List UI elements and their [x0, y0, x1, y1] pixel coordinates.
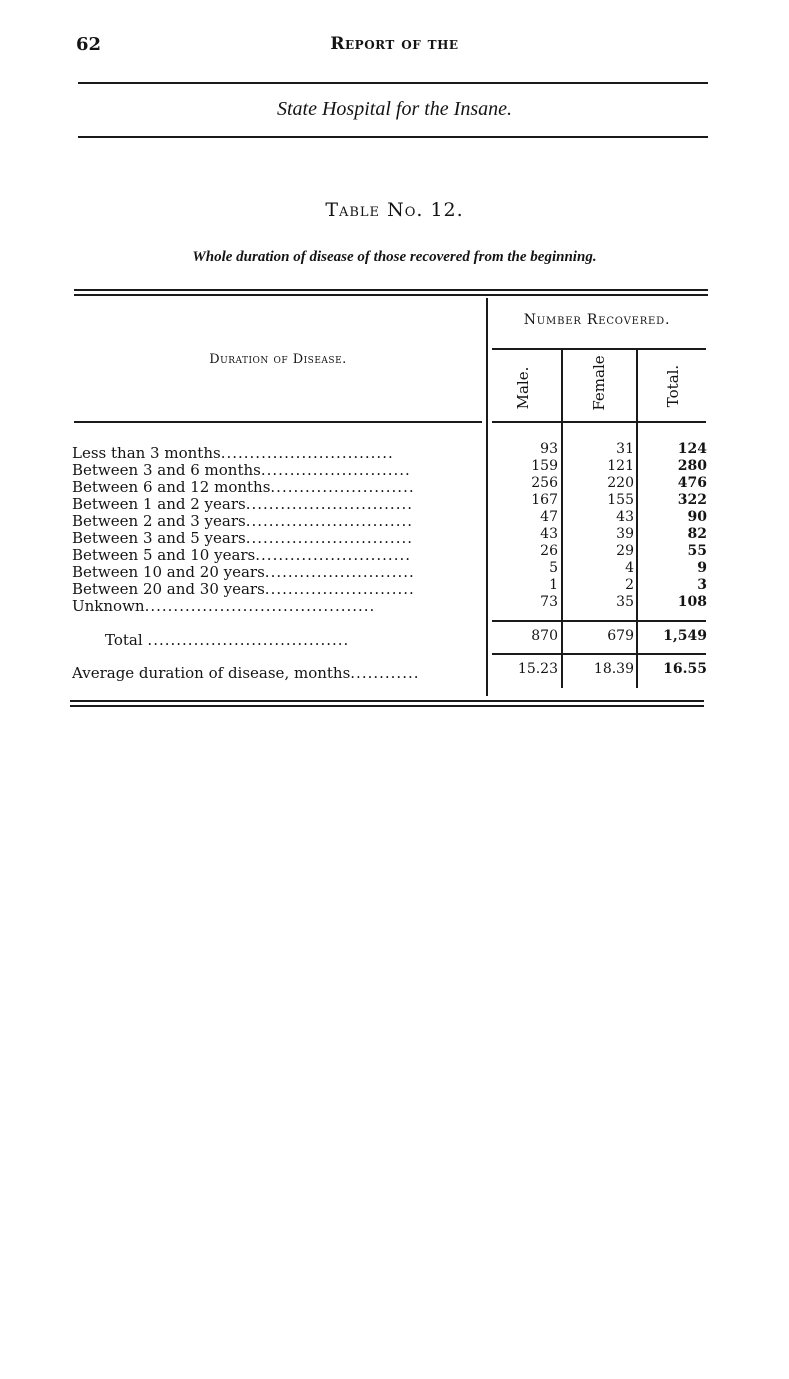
cell-male: 26	[540, 543, 558, 559]
total-heading-text: Total.	[664, 364, 682, 408]
table-row-label: Between 5 and 10 years...........................	[72, 547, 412, 564]
top-rule	[78, 82, 708, 84]
cell-male: 1	[549, 577, 558, 593]
table-row-label: Less than 3 months..............................	[72, 445, 394, 462]
cell-total: 322	[677, 492, 707, 508]
column-divider-female-total	[636, 350, 638, 688]
duration-heading: Duration of Disease.	[209, 352, 347, 367]
table-row-label: Between 1 and 2 years.............................	[72, 496, 413, 513]
cell-female: 39	[616, 526, 634, 542]
cell-total: 82	[687, 526, 707, 542]
table-row-label: Between 2 and 3 years.............................	[72, 513, 413, 530]
cell-male: 93	[540, 441, 558, 457]
header-bottom-rule-right	[492, 421, 706, 423]
average-male: 15.23	[517, 661, 558, 677]
table-caption: Whole duration of disease of those recovered from the beginning.	[192, 249, 597, 265]
table-row-label: Between 6 and 12 months.........................	[72, 479, 415, 496]
cell-female: 2	[625, 577, 634, 593]
table-bottom-rule-1	[70, 700, 704, 702]
column-divider-main	[486, 298, 488, 696]
cell-male: 159	[531, 458, 558, 474]
cell-total: 476	[677, 475, 707, 491]
cell-total: 3	[697, 577, 707, 593]
average-female: 18.39	[593, 661, 634, 677]
number-recovered-heading: Number Recovered.	[523, 312, 671, 328]
cell-total: 280	[677, 458, 707, 474]
cell-male: 167	[531, 492, 558, 508]
total-total: 1,549	[663, 628, 707, 644]
table-top-rule-1	[74, 289, 708, 291]
subtitle-rule	[78, 136, 708, 138]
average-total: 16.55	[663, 661, 707, 677]
table-row-label: Unknown........................................	[72, 598, 376, 615]
cell-male: 47	[540, 509, 558, 525]
cell-total: 55	[687, 543, 707, 559]
group-heading-rule	[492, 348, 706, 350]
cell-female: 29	[616, 543, 634, 559]
total-top-rule	[492, 620, 706, 622]
table-row-label: Between 3 and 5 years.............................	[72, 530, 413, 547]
cell-female: 121	[607, 458, 634, 474]
average-row-label: Average duration of disease, months............	[72, 665, 420, 682]
cell-total: 108	[677, 594, 707, 610]
cell-male: 43	[540, 526, 558, 542]
cell-total: 9	[697, 560, 707, 576]
table-row-label: Between 10 and 20 years..........................	[72, 564, 415, 581]
table-row-label: Between 20 and 30 years..........................	[72, 581, 415, 598]
cell-male: 256	[531, 475, 558, 491]
table-bottom-rule-2	[70, 705, 704, 707]
header-bottom-rule	[74, 421, 482, 423]
column-divider-male-female	[561, 350, 563, 688]
average-top-rule	[492, 653, 706, 655]
cell-female: 31	[616, 441, 634, 457]
total-male: 870	[531, 628, 558, 644]
total-row-label: Total ...................................	[105, 632, 350, 649]
table-row-label: Between 3 and 6 months..........................	[72, 462, 411, 479]
cell-male: 73	[540, 594, 558, 610]
cell-female: 35	[616, 594, 634, 610]
table-title: Table No. 12.	[325, 199, 464, 221]
cell-total: 124	[677, 441, 707, 457]
female-heading-text: Female	[590, 355, 608, 411]
page-number: 62	[76, 34, 102, 55]
cell-male: 5	[549, 560, 558, 576]
male-heading-text: Male.	[514, 366, 532, 410]
running-head: Report of the	[330, 34, 459, 54]
cell-female: 220	[607, 475, 634, 491]
total-female: 679	[607, 628, 634, 644]
cell-female: 43	[616, 509, 634, 525]
cell-total: 90	[687, 509, 707, 525]
cell-female: 4	[625, 560, 634, 576]
table-top-rule-2	[74, 294, 708, 296]
cell-female: 155	[607, 492, 634, 508]
page-subtitle: State Hospital for the Insane.	[277, 98, 512, 120]
